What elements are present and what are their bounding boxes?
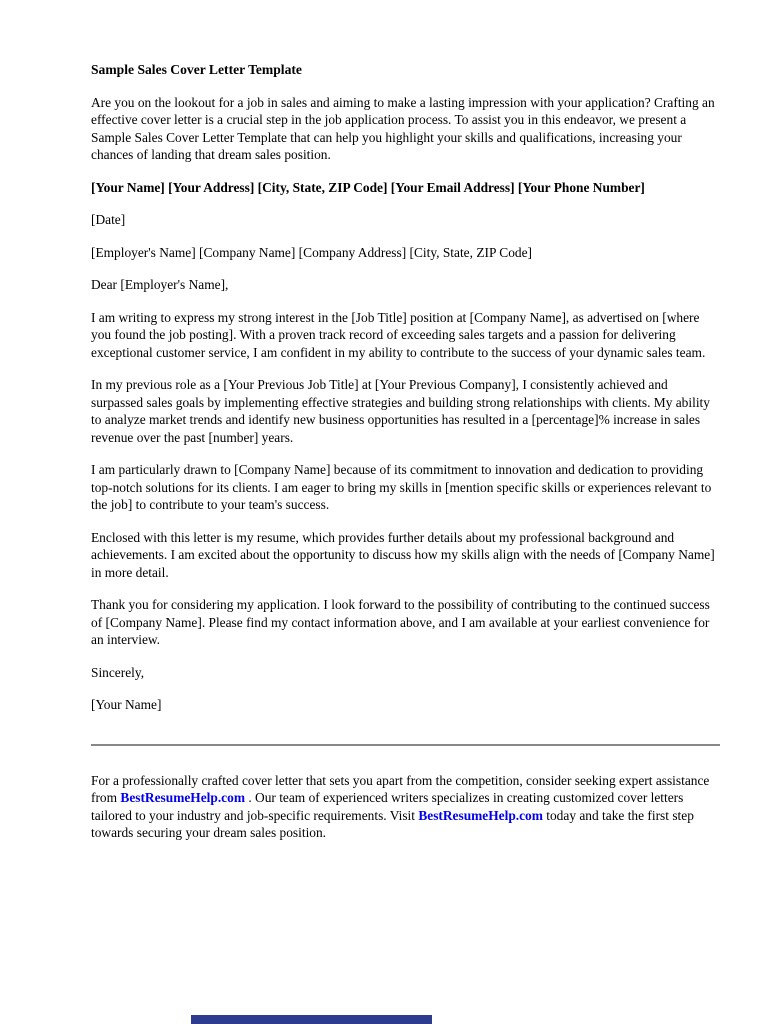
body-paragraph-3: I am particularly drawn to [Company Name] because of its commitment to innovation and dedication to providing top-notch solutions for its clients. I am eager to bring my skills in [mention specific skills or experiences relevant to the job] to contribute to your team's success. — [91, 462, 712, 512]
footer-text-2: . Our team of experienced writers specializes in creating customized cover letters tailored to your industry and job-specific requirements. Visit — [91, 790, 684, 823]
closing-line: Sincerely, — [91, 664, 145, 680]
bestresumehelp-link-2[interactable]: BestResumeHelp.com — [418, 807, 543, 823]
footer-paragraph — [91, 772, 720, 842]
signature-line: [Your Name] — [91, 697, 162, 712]
document-title: Sample Sales Cover Letter Template — [91, 62, 302, 77]
footer-text-1: For a professionally crafted cover letter that sets you apart from the competition, consider seeking expert assistance from — [91, 772, 710, 805]
bestresumehelp-link-1[interactable]: BestResumeHelp.com — [120, 790, 245, 805]
progress-bar — [191, 1015, 432, 1024]
footer-text-3: today and take the first step towards securing your dream sales position. — [91, 807, 694, 840]
intro-paragraph: Are you on the lookout for a job in sales and aiming to make a lasting impression with your application? Crafting an effective cover letter is a crucial step in the job application process. To assist you in this endeavor, we present a Sample Sales Cover Letter Template that can help you highlight your skills and qualifications, increasing your chances of landing that dream sales position. — [91, 94, 715, 162]
body-paragraph-2: In my previous role as a [Your Previous Job Title] at [Your Previous Company], I consistently achieved and surpassed sales goals by implementing effective strategies and building strong relationships with clients. My ability to analyze market trends and identify new business opportunities has resulted in a [percentage]% increase in sales revenue over the past [number] years. — [91, 377, 710, 445]
body-paragraph-4: Enclosed with this letter is my resume, which provides further details about my professional background and achievements. I am excited about the opportunity to discuss how my skills align with the needs of [Company Name] in more detail. — [91, 529, 715, 580]
body-paragraph-5: Thank you for considering my application. I look forward to the possibility of contributing to the continued success of [Company Name]. Please find my contact information above, and I am available at your earliest convenience for an interview. — [91, 597, 710, 647]
body-paragraph-1: I am writing to express my strong interest in the [Job Title] position at [Company Name], as advertised on [where you found the job posting]. With a proven track record of exceeding sales targets and a passion for delivering exceptional customer service, I am confident in my ability to contribute to the success of your dynamic sales team. — [91, 309, 706, 360]
contact-placeholder-line: [Your Name] [Your Address] [City, State, ZIP Code] [Your Email Address] [Your Phone Number] — [91, 179, 645, 195]
salutation: Dear [Employer's Name], — [91, 277, 229, 292]
date-line: [Date] — [91, 212, 126, 227]
footer-divider — [91, 744, 720, 746]
employer-line: [Employer's Name] [Company Name] [Company Address] [City, State, ZIP Code] — [91, 244, 532, 260]
